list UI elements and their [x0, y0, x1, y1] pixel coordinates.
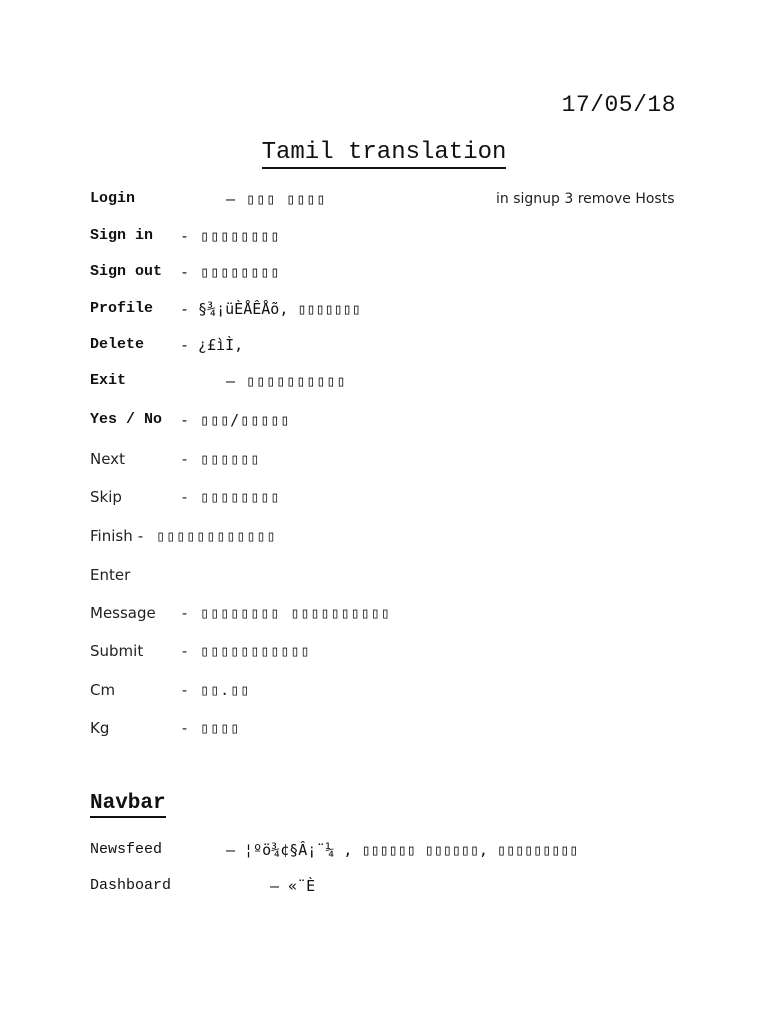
entry-translation: - ▯▯▯▯▯▯▯▯ ▯▯▯▯▯▯▯▯▯▯ — [180, 604, 391, 622]
entry-term: Yes / No — [90, 411, 163, 428]
entry-translation: - ▯▯▯▯▯▯ — [180, 450, 261, 468]
entry-translation: - ▯▯.▯▯ — [180, 681, 251, 699]
entry-translation: - ▯▯▯▯▯▯▯▯ — [180, 488, 281, 506]
entry-term: Profile — [90, 300, 154, 317]
entry-term: Sign in — [90, 227, 154, 244]
entry-translation: - §¾¡üÈÅÊÅõ, ▯▯▯▯▯▯▯ — [180, 300, 361, 318]
entry-note: in signup 3 remove Hosts — [496, 191, 675, 207]
entry-translation: - ▯▯▯▯▯▯▯▯▯▯▯▯ — [136, 527, 277, 545]
entry-term: Finish — [90, 527, 133, 545]
document-title — [0, 139, 768, 166]
entry-term: Message — [90, 604, 156, 622]
entry-translation: – ▯▯▯ ▯▯▯▯ — [226, 190, 327, 208]
entry-translation: – ▯▯▯▯▯▯▯▯▯▯ — [226, 372, 347, 390]
entry-term: Newsfeed — [90, 841, 163, 858]
entry-translation: - ▯▯▯▯ — [180, 719, 241, 737]
entry-term: Cm — [90, 681, 116, 699]
entry-translation: - ▯▯▯/▯▯▯▯▯ — [180, 411, 291, 429]
entry-translation: – «¨È — [270, 877, 316, 895]
entry-term: Login — [90, 190, 136, 207]
entry-term: Kg — [90, 719, 110, 737]
entry-translation: - ¿£ìÌ, — [180, 336, 244, 354]
navbar-heading-text: Navbar — [90, 792, 166, 818]
entry-translation: - ▯▯▯▯▯▯▯▯▯▯▯ — [180, 642, 311, 660]
entry-term: Sign out — [90, 263, 163, 280]
entry-term: Next — [90, 450, 125, 468]
entry-term: Exit — [90, 372, 127, 389]
navbar-section-heading — [90, 792, 166, 815]
entry-term: Submit — [90, 642, 144, 660]
entry-translation: - ▯▯▯▯▯▯▯▯ — [180, 227, 281, 245]
entry-term: Skip — [90, 488, 122, 506]
entry-translation: - ▯▯▯▯▯▯▯▯ — [180, 263, 281, 281]
entry-term: Delete — [90, 336, 145, 353]
entry-term: Dashboard — [90, 877, 172, 894]
entry-term: Enter — [90, 566, 131, 584]
document-title-text: Tamil translation — [262, 139, 507, 169]
entry-translation: – ¦ºö¾¢§Â¡¨¼ , ▯▯▯▯▯▯ ▯▯▯▯▯▯, ▯▯▯▯▯▯▯▯▯ — [226, 841, 579, 859]
document-date: 17/05/18 — [561, 92, 676, 118]
